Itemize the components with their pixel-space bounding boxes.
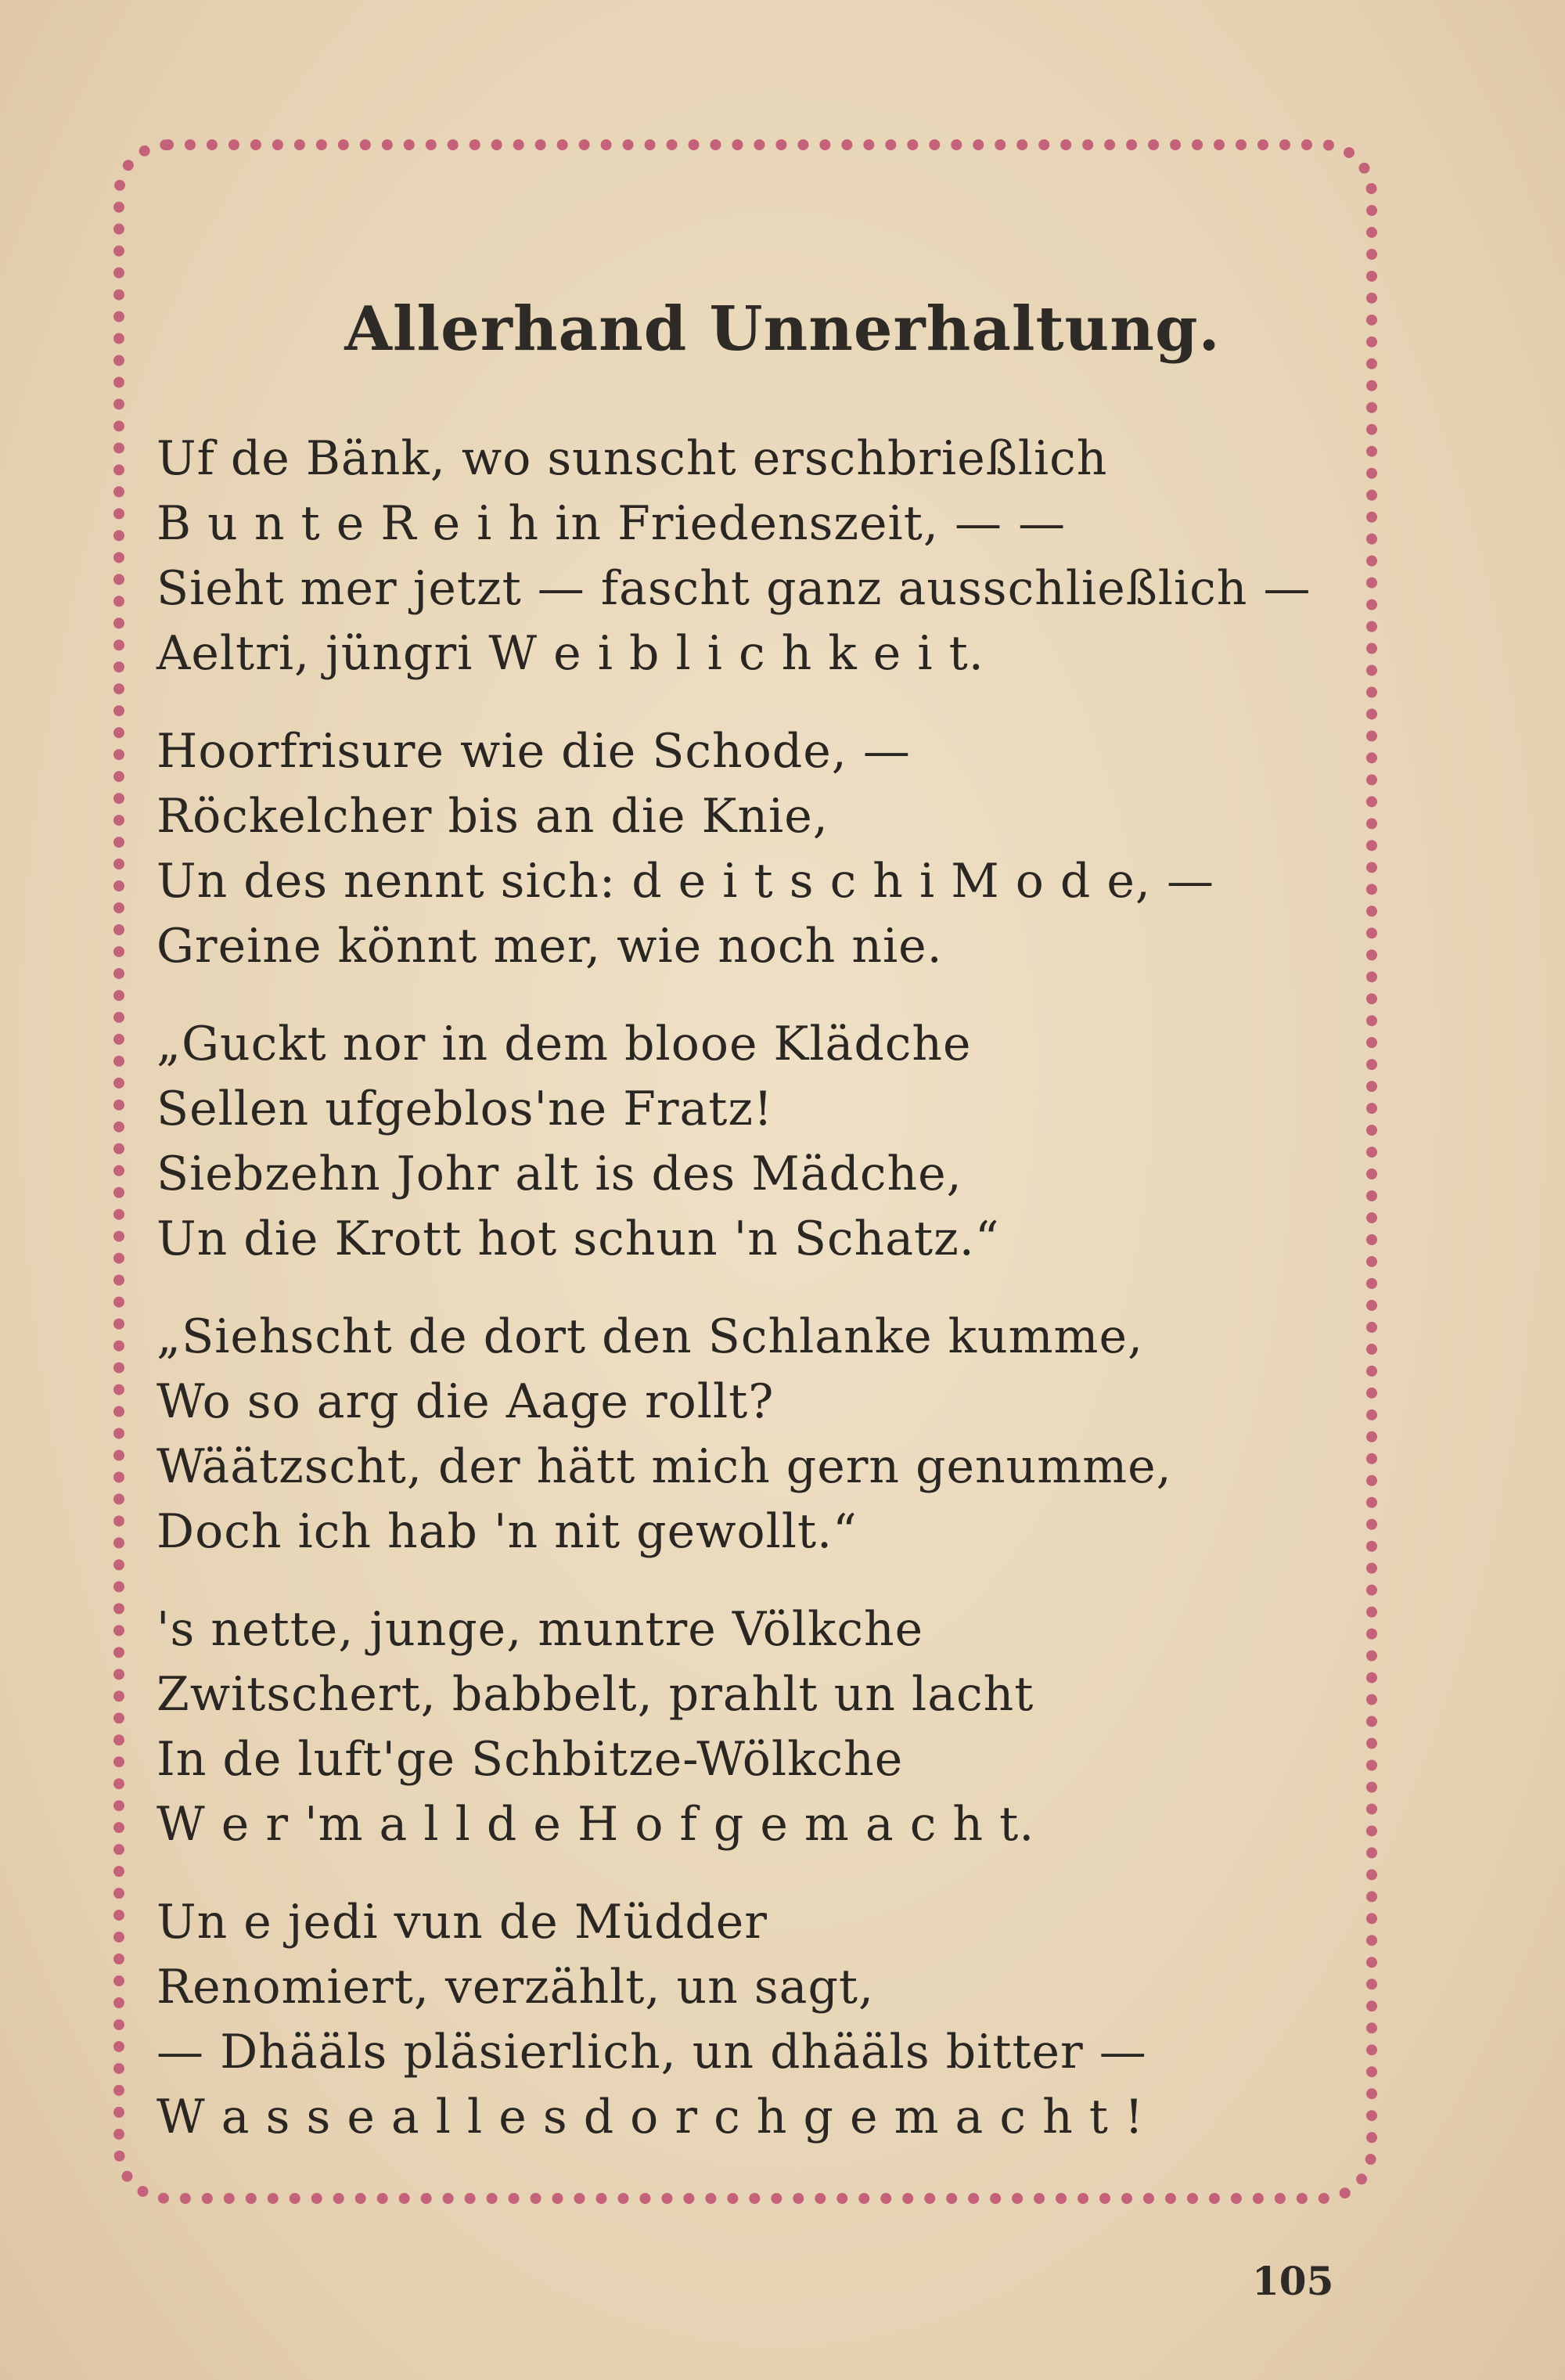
poem-line: Doch ich hab 'n nit gewollt.“: [156, 1504, 858, 1559]
stanza-1: [156, 427, 1346, 686]
stanza-6: [156, 1890, 1346, 2150]
poem-line: W e r 'm a l l d e H o f g e m a c h t.: [156, 1797, 1035, 1852]
poem-line: W a s s e a l l e s d o r c h g e m a c h t !: [156, 2090, 1145, 2144]
poem-line: Hoorfrisure wie die Schode, —: [156, 724, 911, 779]
poem-line: Zwitschert, babbelt, prahlt un lacht: [156, 1667, 1034, 1722]
stanza-5: [156, 1597, 1346, 1857]
poem-line: Uf de Bänk, wo sunscht erschbrießlich: [156, 431, 1108, 486]
poem-body: [156, 427, 1346, 2183]
page-number: 105: [1252, 2258, 1334, 2304]
poem-line: Röckelcher bis an die Knie,: [156, 789, 829, 844]
stanza-4: [156, 1305, 1346, 1564]
poem-line: B u n t e R e i h in Friedenszeit, — —: [156, 496, 1067, 551]
poem-line: Sellen ufgeblos'ne Fratz!: [156, 1082, 774, 1136]
poem-line: „Guckt nor in dem blooe Klädche: [156, 1017, 972, 1071]
poem-line: Un die Krott hot schun 'n Schatz.“: [156, 1212, 1000, 1266]
poem-line: Un des nennt sich: d e i t s c h i M o d e, —: [156, 854, 1215, 909]
poem-line: In de luft'ge Schbitze-Wölkche: [156, 1732, 904, 1787]
poem-line: „Siehscht de dort den Schlanke kumme,: [156, 1309, 1144, 1364]
poem-line: 's nette, junge, muntre Völkche: [156, 1602, 924, 1657]
poem-line: Un e jedi vun de Müdder: [156, 1895, 768, 1950]
stanza-2: [156, 719, 1346, 979]
poem-line: Aeltri, jüngri W e i b l i c h k e i t.: [156, 626, 984, 681]
poem-line: Wo so arg die Aage rollt?: [156, 1374, 775, 1429]
poem-line: Greine könnt mer, wie noch nie.: [156, 919, 943, 974]
poem-line: Siebzehn Johr alt is des Mädche,: [156, 1147, 962, 1201]
poem-line: Sieht mer jetzt — fascht ganz ausschließlich —: [156, 561, 1311, 616]
poem-line: Wäätzscht, der hätt mich gern genumme,: [156, 1439, 1172, 1494]
poem-line: Renomiert, verzählt, un sagt,: [156, 1960, 875, 2015]
poem-line: — Dhääls pläsierlich, un dhääls bitter —: [156, 2025, 1147, 2079]
stanza-3: [156, 1012, 1346, 1272]
poem-title: Allerhand Unnerhaltung.: [344, 293, 1221, 365]
